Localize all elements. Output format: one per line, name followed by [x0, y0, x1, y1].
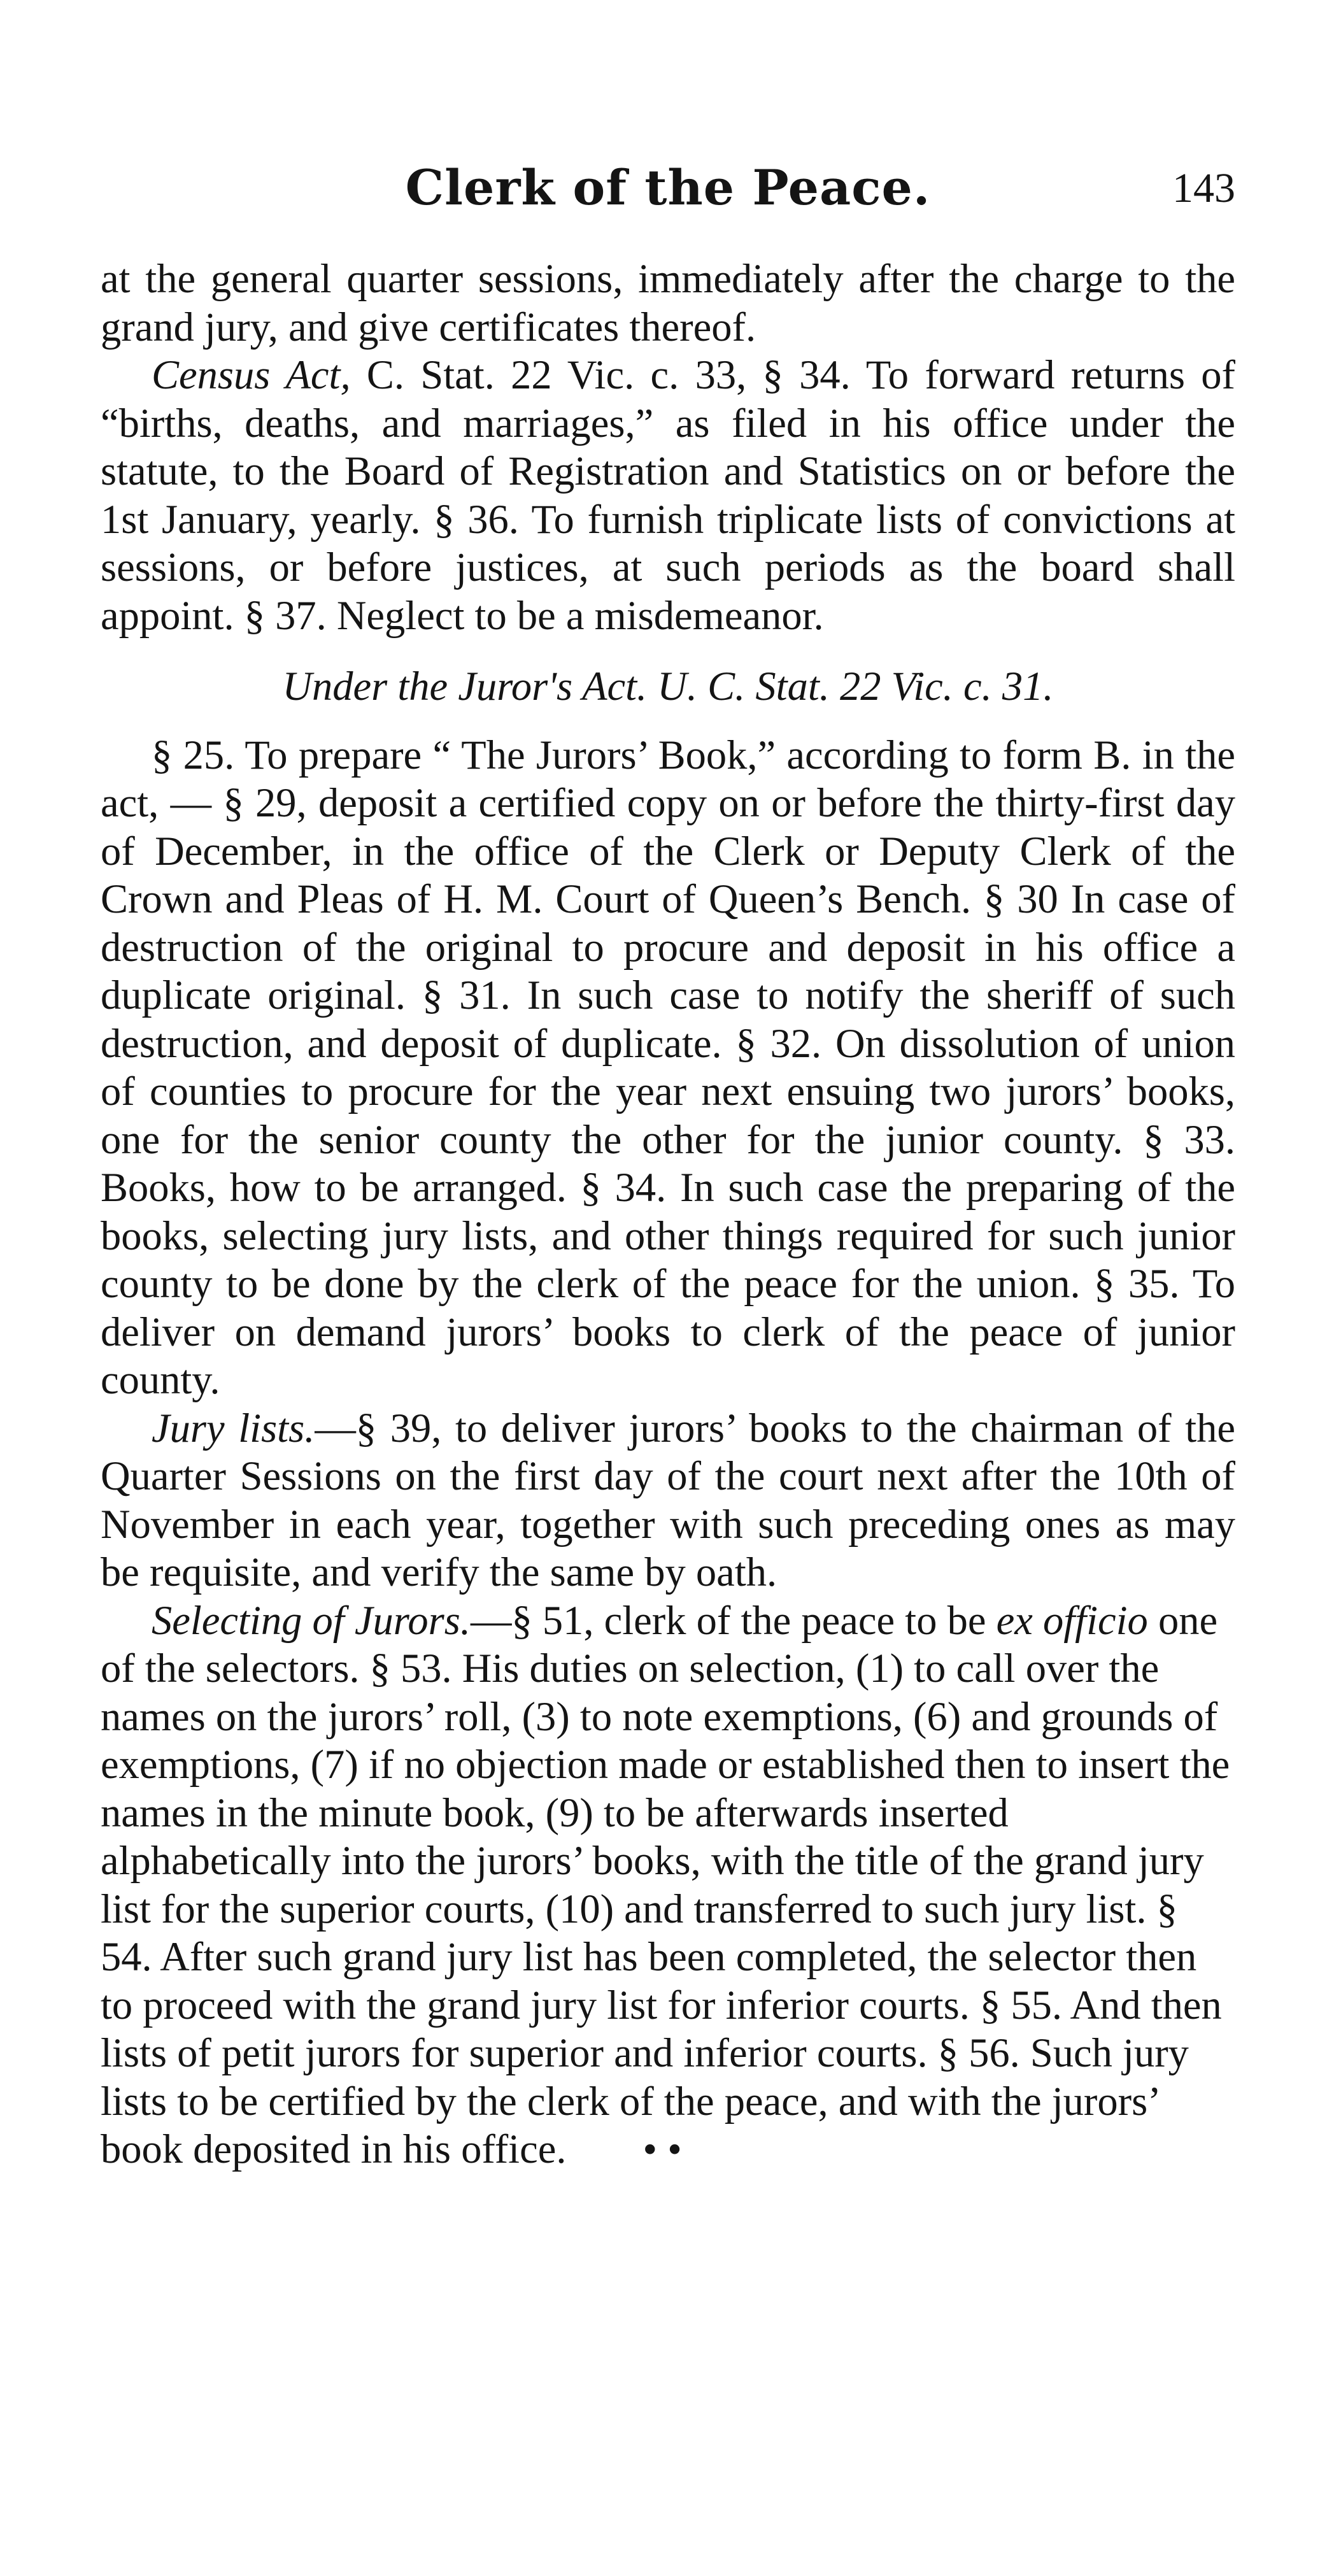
paragraph-jurors-book — [101, 731, 1235, 1404]
trailing-marks-text: • • — [642, 2126, 682, 2172]
paragraph-text: at the general quarter sessions, immediately after the charge to the grand jury, and give certificates thereof. — [101, 256, 1235, 350]
selecting-jurors-text-2: one of the selectors. § 53. His duties on selection, (1) to call over the names on the jurors’ roll, (3) to note exemptions, (6) and grounds of exemptions, (7) if no objection made or established then to insert the names in the minute book, (9) to be afterwards inserted alphabetically into the jurors’ books, with the title of the grand jury list for the superior courts, (10) and transferred to such jury list. § 54. After such grand jury list has been completed, the selector then to proceed with the grand jury list for inferior courts. § 55. And then lists of petit jurors for superior and inferior courts. § 56. Such jury lists to be certified by the clerk of the peace, and with the jurors’ book deposited in his office. — [101, 1597, 1230, 2172]
ex-officio-term: ex officio — [996, 1597, 1148, 1643]
body-text — [101, 255, 1235, 2174]
running-head — [101, 159, 1235, 255]
jury-lists-lead: Jury lists. — [152, 1405, 315, 1451]
page-title: Clerk of the Peace. — [405, 159, 931, 216]
jurors-book-text: § 25. To prepare “ The Jurors’ Book,” according to form B. in the act, — § 29, deposit a certified copy on or before the thirty-first day of December, in the office of the Clerk or Deputy Clerk of the Crown and Pleas of H. M. Court of Queen’s Bench. § 30 In case of destruction of the original to procure and deposit in his office a duplicate original. § 31. In such case to notify the sheriff of such destruction, and deposit of duplicate. § 32. On dissolution of union of counties to procure for the year next ensuing two jurors’ books, one for the senior county the other for the junior county. § 33. Books, how to be arranged. § 34. In such case the preparing of the books, selecting jury lists, and other things required for such junior county to be done by the clerk of the peace for the union. § 35. To deliver on demand jurors’ books to clerk of the peace of junior county. — [101, 732, 1235, 1402]
section-heading: Under the Juror's Act. U. C. Stat. 22 Vic. c. 31. — [282, 664, 1054, 709]
paragraph-selecting-jurors — [101, 1597, 1235, 2174]
book-page — [101, 159, 1235, 2174]
census-act-lead: Census Act, — [152, 352, 351, 397]
census-act-text: C. Stat. 22 Vic. c. 33, § 34. To forward returns of “births, deaths, and marriages,” as filed in his office under the statute, to the Board of Registration and Statistics on or before the 1st January, yearly. § 36. To furnish triplicate lists of convictions at sessions, or before justices, at such periods as the board shall appoint. § 37. Neglect to be a misdemeanor. — [101, 352, 1235, 638]
page-number: 143 — [1172, 165, 1235, 211]
paragraph-continuation — [101, 255, 1235, 351]
selecting-jurors-lead: Selecting of Jurors. — [152, 1597, 471, 1643]
jury-lists-text: —§ 39, to deliver jurors’ books to the chairman of the Quarter Sessions on the first day of the court next after the 10th of November in each year, together with such preceding ones as may be requisite, and verify the same by oath. — [101, 1405, 1235, 1595]
paragraph-census-act — [101, 351, 1235, 639]
paragraph-jury-lists — [101, 1404, 1235, 1597]
selecting-jurors-text-1: —§ 51, clerk of the peace to be — [470, 1597, 997, 1643]
